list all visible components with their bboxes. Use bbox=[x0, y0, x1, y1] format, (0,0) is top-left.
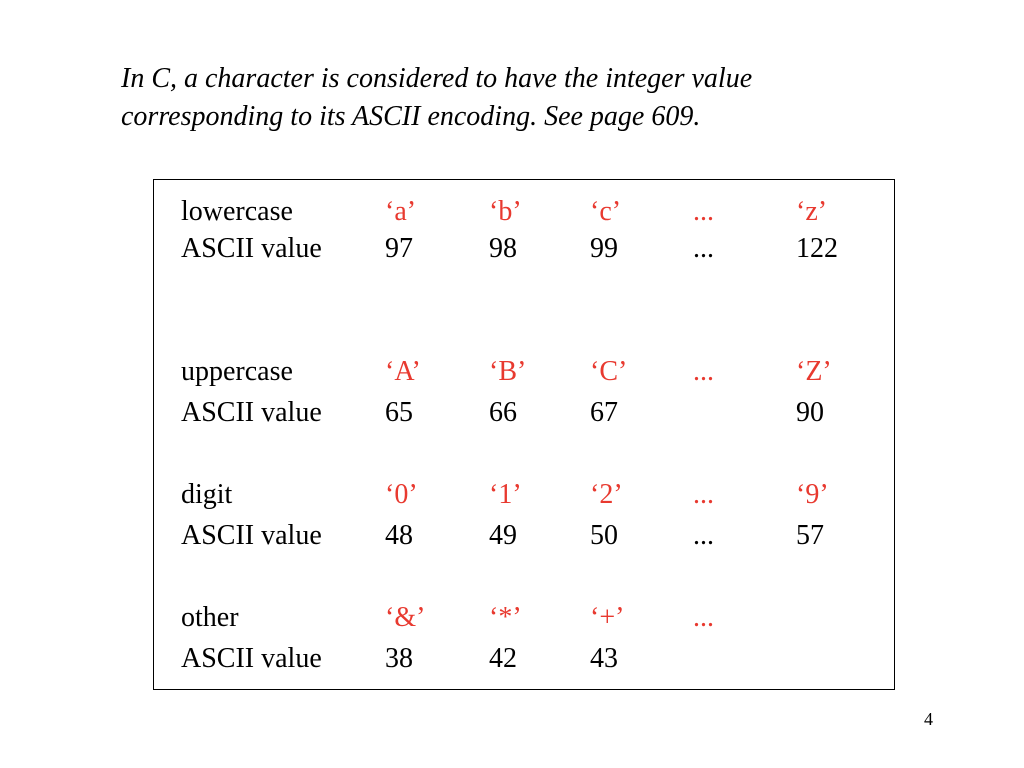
value-ellipsis: ... bbox=[693, 520, 714, 551]
char-cell: ‘a’ bbox=[385, 196, 417, 227]
value-cell: 99 bbox=[590, 233, 618, 264]
intro-line-2: corresponding to its ASCII encoding. See page 609. bbox=[121, 101, 701, 132]
value-cell: 122 bbox=[796, 233, 838, 264]
value-cell: 57 bbox=[796, 520, 824, 551]
row-label-digit: digit bbox=[181, 479, 233, 510]
value-cell: 90 bbox=[796, 397, 824, 428]
row-label-ascii-value: ASCII value bbox=[181, 397, 322, 428]
char-cell: ‘b’ bbox=[489, 196, 522, 227]
char-cell: ‘C’ bbox=[590, 356, 628, 387]
row-label-ascii-value: ASCII value bbox=[181, 233, 322, 264]
value-cell: 98 bbox=[489, 233, 517, 264]
intro-line-1: In C, a character is considered to have the integer value bbox=[121, 63, 753, 94]
char-ellipsis: ... bbox=[693, 356, 714, 387]
row-label-lowercase: lowercase bbox=[181, 196, 293, 227]
intro-text bbox=[121, 60, 981, 136]
value-cell: 42 bbox=[489, 643, 517, 674]
value-cell: 50 bbox=[590, 520, 618, 551]
char-cell: ‘Z’ bbox=[796, 356, 832, 387]
value-cell: 65 bbox=[385, 397, 413, 428]
value-cell: 66 bbox=[489, 397, 517, 428]
char-cell: ‘B’ bbox=[489, 356, 527, 387]
value-cell: 97 bbox=[385, 233, 413, 264]
value-cell: 38 bbox=[385, 643, 413, 674]
char-cell: ‘0’ bbox=[385, 479, 418, 510]
char-ellipsis: ... bbox=[693, 479, 714, 510]
value-cell: 43 bbox=[590, 643, 618, 674]
ascii-table bbox=[153, 179, 895, 690]
char-cell: ‘*’ bbox=[489, 602, 522, 633]
char-cell: ‘1’ bbox=[489, 479, 522, 510]
char-cell: ‘2’ bbox=[590, 479, 623, 510]
char-cell: ‘A’ bbox=[385, 356, 421, 387]
value-cell: 48 bbox=[385, 520, 413, 551]
char-cell: ‘z’ bbox=[796, 196, 828, 227]
page-number: 4 bbox=[924, 709, 933, 729]
value-cell: 49 bbox=[489, 520, 517, 551]
char-cell: ‘&’ bbox=[385, 602, 426, 633]
char-cell: ‘9’ bbox=[796, 479, 829, 510]
char-cell: ‘c’ bbox=[590, 196, 622, 227]
char-cell: ‘+’ bbox=[590, 602, 625, 633]
char-ellipsis: ... bbox=[693, 602, 714, 633]
row-label-uppercase: uppercase bbox=[181, 356, 293, 387]
value-ellipsis: ... bbox=[693, 233, 714, 264]
value-cell: 67 bbox=[590, 397, 618, 428]
row-label-ascii-value: ASCII value bbox=[181, 643, 322, 674]
row-label-other: other bbox=[181, 602, 239, 633]
row-label-ascii-value: ASCII value bbox=[181, 520, 322, 551]
char-ellipsis: ... bbox=[693, 196, 714, 227]
